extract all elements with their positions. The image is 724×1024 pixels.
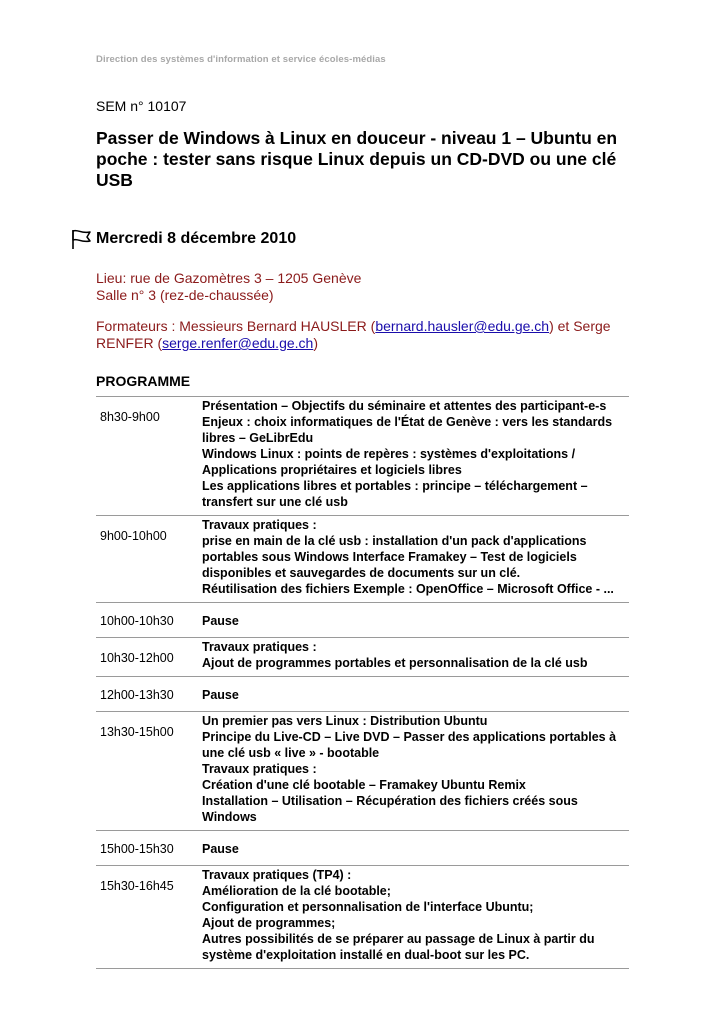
session-description [202,677,629,712]
programme-heading: PROGRAMME [96,373,191,389]
session-line: Enjeux : choix informatiques de l'État de Genève : vers les standards libres – GeLibrEdu [202,415,613,445]
time-slot: 8h30-9h00 [100,410,160,424]
email-link-renfer[interactable]: serge.renfer@edu.ge.ch [162,335,314,351]
trainers-suffix: ) [313,335,318,351]
session-description [202,866,629,969]
time-slot: 15h30-16h45 [100,879,174,893]
session-line: Réutilisation des fichiers Exemple : OpenOffice – Microsoft Office - ... [202,582,614,596]
date-row [70,228,296,250]
session-description [202,831,629,866]
table-row [96,677,629,712]
time-slot: 9h00-10h00 [100,529,167,543]
session-line: Travaux pratiques (TP4) : [202,868,352,882]
email-link-hausler[interactable]: bernard.hausler@edu.ge.ch [375,318,550,334]
session-description [202,638,629,677]
location-block [96,270,361,304]
time-slot: 10h00-10h30 [100,614,174,628]
table-row [96,516,629,603]
trainers-prefix: Formateurs : Messieurs Bernard HAUSLER ( [96,318,376,334]
page-title: Passer de Windows à Linux en douceur - niveau 1 – Ubuntu en poche : tester sans risque Linux depuis un CD-DVD ou une clé USB [96,128,618,190]
table-row [96,866,629,969]
event-date: Mercredi 8 décembre 2010 [96,230,297,247]
table-row [96,712,629,831]
session-line: Les applications libres et portables : principe – téléchargement – transfert sur une clé usb [202,479,588,509]
session-line: Pause [202,842,239,856]
session-description [202,603,629,638]
session-line: Windows Linux : points de repères : systèmes d'exploitations / Applications propriétaires et logiciels libres [202,447,576,477]
session-description [202,712,629,831]
session-line: Pause [202,688,239,702]
session-line: Principe du Live-CD – Live DVD – Passer des applications portables à une clé usb « live » - bootable [202,730,617,760]
trainers-block [96,318,616,352]
session-description [202,516,629,603]
table-row [96,638,629,677]
time-slot: 10h30-12h00 [100,651,174,665]
session-line: Pause [202,614,239,628]
session-line: Travaux pratiques : [202,640,317,654]
session-line: Ajout de programmes; [202,916,336,930]
session-line: Travaux pratiques : [202,762,317,776]
table-row [96,831,629,866]
session-line: Création d'une clé bootable – Framakey Ubuntu Remix [202,778,526,792]
session-line: Amélioration de la clé bootable; [202,884,391,898]
time-slot: 12h00-13h30 [100,688,174,702]
flag-icon [70,228,92,250]
location-room: Salle n° 3 (rez-de-chaussée) [96,287,274,303]
table-row [96,603,629,638]
organization-header: Direction des systèmes d'information et service écoles-médias [96,54,386,65]
session-line: Travaux pratiques : [202,518,317,532]
table-row [96,397,629,516]
trainers-middle: ) et Serge RENFER ( [96,318,611,351]
session-line: Présentation – Objectifs du séminaire et attentes des participant-e-s [202,399,607,413]
seminar-number: SEM n° 10107 [96,98,187,114]
time-slot: 15h00-15h30 [100,842,174,856]
time-slot: 13h30-15h00 [100,725,174,739]
programme-table [96,396,629,969]
session-line: prise en main de la clé usb : installation d'un pack d'applications portables sous Windows Interface Framakey – Test de logiciels disponibles et sauvegardes de documents sur un clé. [202,534,587,580]
session-line: Installation – Utilisation – Récupération des fichiers créés sous Windows [202,794,578,824]
location-address: Lieu: rue de Gazomètres 3 – 1205 Genève [96,270,362,286]
session-line: Un premier pas vers Linux : Distribution Ubuntu [202,714,488,728]
session-line: Autres possibilités de se préparer au passage de Linux à partir du système d'exploitation installé en dual-boot sur les PC. [202,932,595,962]
session-description [202,397,629,516]
session-line: Ajout de programmes portables et personnalisation de la clé usb [202,656,588,670]
session-line: Configuration et personnalisation de l'interface Ubuntu; [202,900,534,914]
